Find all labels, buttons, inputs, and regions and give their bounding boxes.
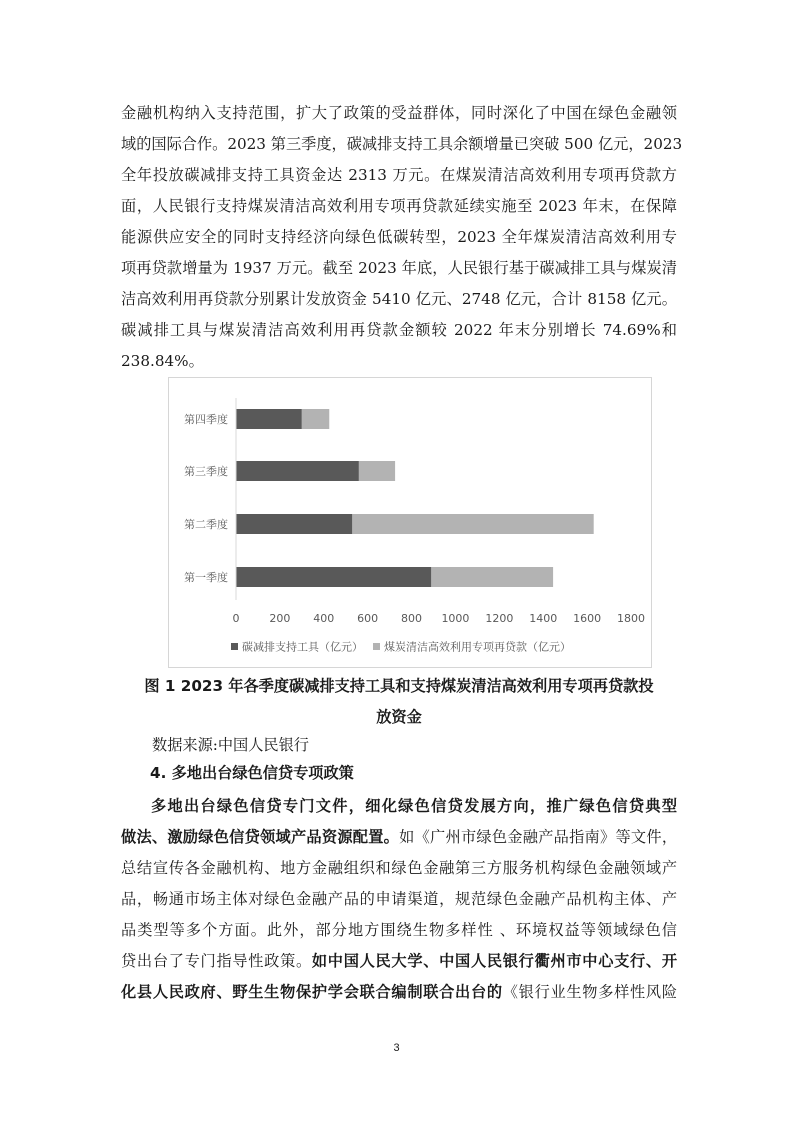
x-tick-label: 1400 <box>529 612 558 625</box>
paragraph-green-credit <box>121 791 677 1008</box>
paragraph-line: 238.84%。 <box>121 352 204 370</box>
paragraph-line: 洁高效利用再贷款分别累计发放资金 5410 亿元、2748 亿元，合计 8158 亿元。 <box>121 290 677 308</box>
legend-label: 煤炭清洁高效利用专项再贷款（亿元） <box>384 640 571 654</box>
x-tick-label: 400 <box>313 612 335 625</box>
paragraph-line <box>121 853 677 884</box>
x-tick-label: 200 <box>269 612 291 625</box>
bar-segment <box>236 567 431 587</box>
bar-segment <box>236 461 359 481</box>
text-run: 总结宣传各金融机构、地方金融组织和绿色金融第三方服务机构绿色金融领域产 <box>121 859 677 877</box>
bar-segment <box>431 567 553 587</box>
paragraph-line: 金融机构纳入支持范围，扩大了政策的受益群体，同时深化了中国在绿色金融领 <box>121 104 677 122</box>
page-number: 3 <box>393 1042 400 1054</box>
text-run: 品，畅通市场主体对绿色金融产品的申请渠道，规范绿色金融产品机构主体、产 <box>121 890 677 908</box>
x-tick-label: 800 <box>401 612 423 625</box>
paragraph-line: 全年投放碳减排支持工具资金达 2313 万元。在煤炭清洁高效利用专项再贷款方 <box>121 166 677 184</box>
bar-segment <box>236 514 352 534</box>
paragraph-line: 域的国际合作。2023 第三季度，碳减排支持工具余额增量已突破 500 亿元，2023 <box>121 135 683 153</box>
bar-segment <box>236 409 302 429</box>
text-run: 贷出台了专门指导性政策。 <box>121 952 312 970</box>
figure-caption-line1: 图 1 2023 年各季度碳减排支持工具和支持煤炭清洁高效利用专项再贷款投 <box>144 677 654 695</box>
bar-segment <box>352 514 593 534</box>
section-heading: 4. 多地出台绿色信贷专项政策 <box>150 764 354 782</box>
chart-container <box>168 377 652 668</box>
x-tick-label: 600 <box>357 612 379 625</box>
paragraph-line <box>121 915 677 946</box>
stacked-bar-chart <box>169 378 651 667</box>
paragraph-line: 面，人民银行支持煤炭清洁高效利用专项再贷款延续实施至 2023 年末，在保障 <box>121 197 677 215</box>
paragraph-line <box>121 791 677 822</box>
paragraph-carbon-tools <box>121 98 683 377</box>
bar-segment <box>359 461 395 481</box>
paragraph-line: 碳减排工具与煤炭清洁高效利用再贷款金额较 2022 年末分别增长 74.69%和 <box>121 321 677 339</box>
bold-text: 化县人民政府、野生生物保护学会联合编制联合出台的 <box>121 983 503 1001</box>
category-label: 第二季度 <box>184 518 228 531</box>
x-tick-label: 0 <box>232 612 240 625</box>
data-source: 数据来源:中国人民银行 <box>152 736 309 754</box>
paragraph-line <box>121 884 677 915</box>
category-label: 第一季度 <box>184 571 228 584</box>
legend-label: 碳减排支持工具（亿元） <box>242 640 363 654</box>
x-tick-label: 1000 <box>441 612 470 625</box>
paragraph-line <box>121 977 677 1008</box>
bold-text: 做法、激励绿色信贷领域产品资源配置。 <box>121 828 400 846</box>
x-tick-label: 1600 <box>573 612 602 625</box>
text-run: 《银行业生物多样性风险 <box>502 983 677 1001</box>
paragraph-line <box>121 946 677 977</box>
text-run: 品类型等多个方面。此外，部分地方围绕生物多样性 、环境权益等领域绿色信 <box>121 921 677 939</box>
legend-swatch <box>373 643 380 650</box>
figure-caption-line2: 放资金 <box>376 708 422 726</box>
category-label: 第四季度 <box>184 413 228 426</box>
bold-text: 如中国人民大学、中国人民银行衢州市中心支行、开 <box>311 952 677 970</box>
x-tick-label: 1800 <box>617 612 645 625</box>
paragraph-line: 项再贷款增量为 1937 万元。截至 2023 年底，人民银行基于碳减排工具与煤炭清 <box>121 259 677 277</box>
legend-swatch <box>231 643 238 650</box>
paragraph-line: 能源供应安全的同时支持经济向绿色低碳转型，2023 全年煤炭清洁高效利用专 <box>121 228 677 246</box>
paragraph-line <box>121 822 677 853</box>
x-tick-label: 1200 <box>485 612 514 625</box>
bar-segment <box>302 409 329 429</box>
category-label: 第三季度 <box>184 465 228 478</box>
text-run: 如《广州市绿色金融产品指南》等文件， <box>399 828 678 846</box>
bold-text: 多地出台绿色信贷专门文件，细化绿色信贷发展方向，推广绿色信贷典型 <box>151 797 677 815</box>
